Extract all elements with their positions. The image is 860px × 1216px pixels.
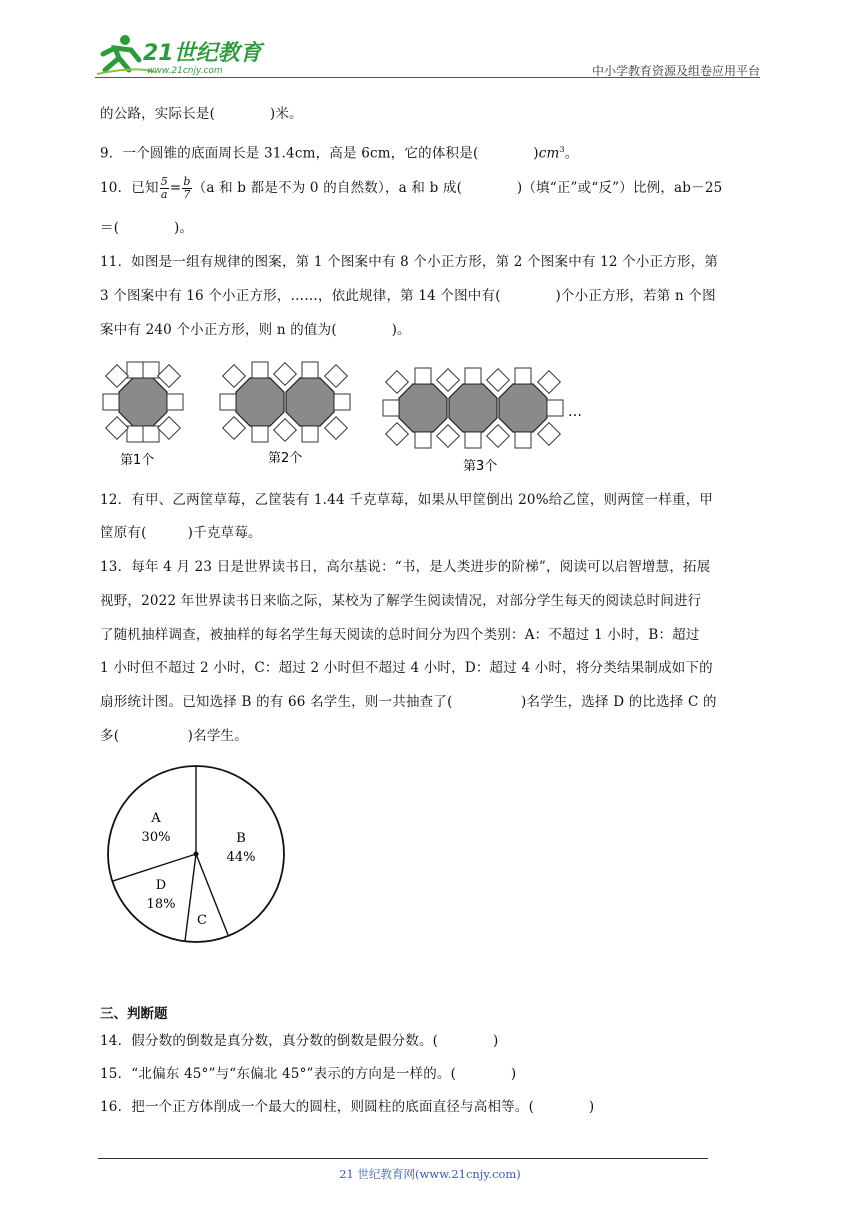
header-platform-text: 中小学教育资源及组卷应用平台	[591, 64, 760, 78]
pie-label-D: D	[155, 878, 167, 893]
question-13-line4: 1 小时但不超过 2 小时，C：超过 2 小时但不超过 4 小时，D：超过 4 小时，将分类结果制成如下的	[100, 660, 713, 676]
pattern-ellipsis: …	[568, 404, 582, 420]
question-12-line2: 筐原有( )千克草莓。	[100, 525, 262, 541]
pie-slice-boundary-A	[112, 854, 196, 881]
question-11-line3: 案中有 240 个小正方形，则 n 的值为( )。	[100, 322, 411, 338]
question-11-line1: 11．如图是一组有规律的图案，第 1 个图案中有 8 个小正方形，第 2 个图案中有 12 个小正方形，第	[100, 254, 719, 270]
pattern-label-3: 第3个	[463, 459, 498, 474]
pie-label-C: C	[197, 913, 207, 928]
logo-sub: www.21cnjy.com	[147, 66, 223, 76]
logo	[95, 30, 265, 78]
text-line-prev: 的公路，实际长是( )米。	[100, 106, 303, 122]
fraction-5-over-a: $\frac{5}{a}$	[160, 175, 168, 201]
octagon-pattern-figure	[98, 356, 598, 476]
q9-unit: cm	[538, 145, 560, 162]
question-13-line1: 13．每年 4 月 23 日是世界读书日，高尔基说：“书，是人类进步的阶梯”，阅读可以启智增慧，拓展	[100, 559, 711, 575]
header-divider	[95, 77, 760, 78]
pie-center	[194, 852, 199, 857]
pattern-label-1: 第1个	[120, 453, 155, 468]
question-13-line3: 了随机抽样调查，被抽样的每名学生每天阅读的总时间分为四个类别：A：不超过 1 小时，B：超过	[100, 627, 700, 643]
question-9	[100, 140, 760, 164]
footer-divider	[98, 1158, 708, 1159]
question-13-line2: 视野，2022 年世界读书日来临之际，某校为了解学生阅读情况，对部分学生每天的阅读总时间进行	[100, 593, 702, 609]
q9-sup: 3	[559, 145, 565, 154]
pie-pct-D: 18%	[146, 897, 176, 912]
pie-label-B: B	[236, 831, 246, 846]
pie-pct-A: 30%	[141, 830, 171, 845]
question-10	[100, 176, 760, 201]
pattern-2	[220, 362, 350, 442]
q9-text: 9．一个圆锥的底面周长是 31.4cm，高是 6cm，它的体积是( )	[100, 145, 539, 162]
pattern-1	[103, 362, 183, 442]
fraction-b-over-7: $\frac{b}{7}$	[183, 175, 191, 201]
logo-text: 21世纪教育	[143, 41, 262, 66]
pattern-label-2: 第2个	[268, 451, 303, 466]
pie-label-A: A	[151, 811, 161, 826]
question-12-line1: 12．有甲、乙两筐草莓，乙筐装有 1.44 千克草莓，如果从甲筐倒出 20%给乙筐，则两筐一样重，甲	[100, 492, 714, 508]
question-10-cont: ＝( )。	[100, 220, 194, 236]
q9-end: 。	[564, 145, 579, 162]
question-15: 15．“北偏东 45°”与“东偏北 45°”表示的方向是一样的。( )	[100, 1066, 517, 1082]
pie-slice-boundary-D	[185, 854, 196, 941]
pie-pct-B: 44%	[226, 850, 256, 865]
section-3-title: 三、判断题	[100, 1006, 168, 1022]
question-13-line5: 扇形统计图。已知选择 B 的有 66 名学生，则一共抽查了( )名学生，选择 D 的比选择 C 的	[100, 694, 717, 710]
footer-text: 21 世纪教育网(www.21cnjy.com)	[339, 1167, 521, 1181]
question-14: 14．假分数的倒数是真分数，真分数的倒数是假分数。( )	[100, 1033, 499, 1049]
question-11-line2: 3 个图案中有 16 个小正方形，……，依此规律，第 14 个图中有( )个小正方形，若第 n 个图	[100, 288, 716, 304]
pattern-3	[383, 368, 563, 448]
question-13-line6: 多( )名学生。	[100, 728, 248, 744]
q10-rest: （a 和 b 都是不为 0 的自然数），a 和 b 成( )（填“正”或“反”）比例，ab－25	[192, 180, 723, 196]
pie-chart	[100, 762, 300, 952]
equals-sign: =	[169, 180, 182, 196]
question-16: 16．把一个正方体削成一个最大的圆柱，则圆柱的底面直径与高相等。( )	[100, 1099, 595, 1115]
page-header	[95, 30, 760, 82]
q10-intro: 10．已知	[100, 180, 159, 196]
